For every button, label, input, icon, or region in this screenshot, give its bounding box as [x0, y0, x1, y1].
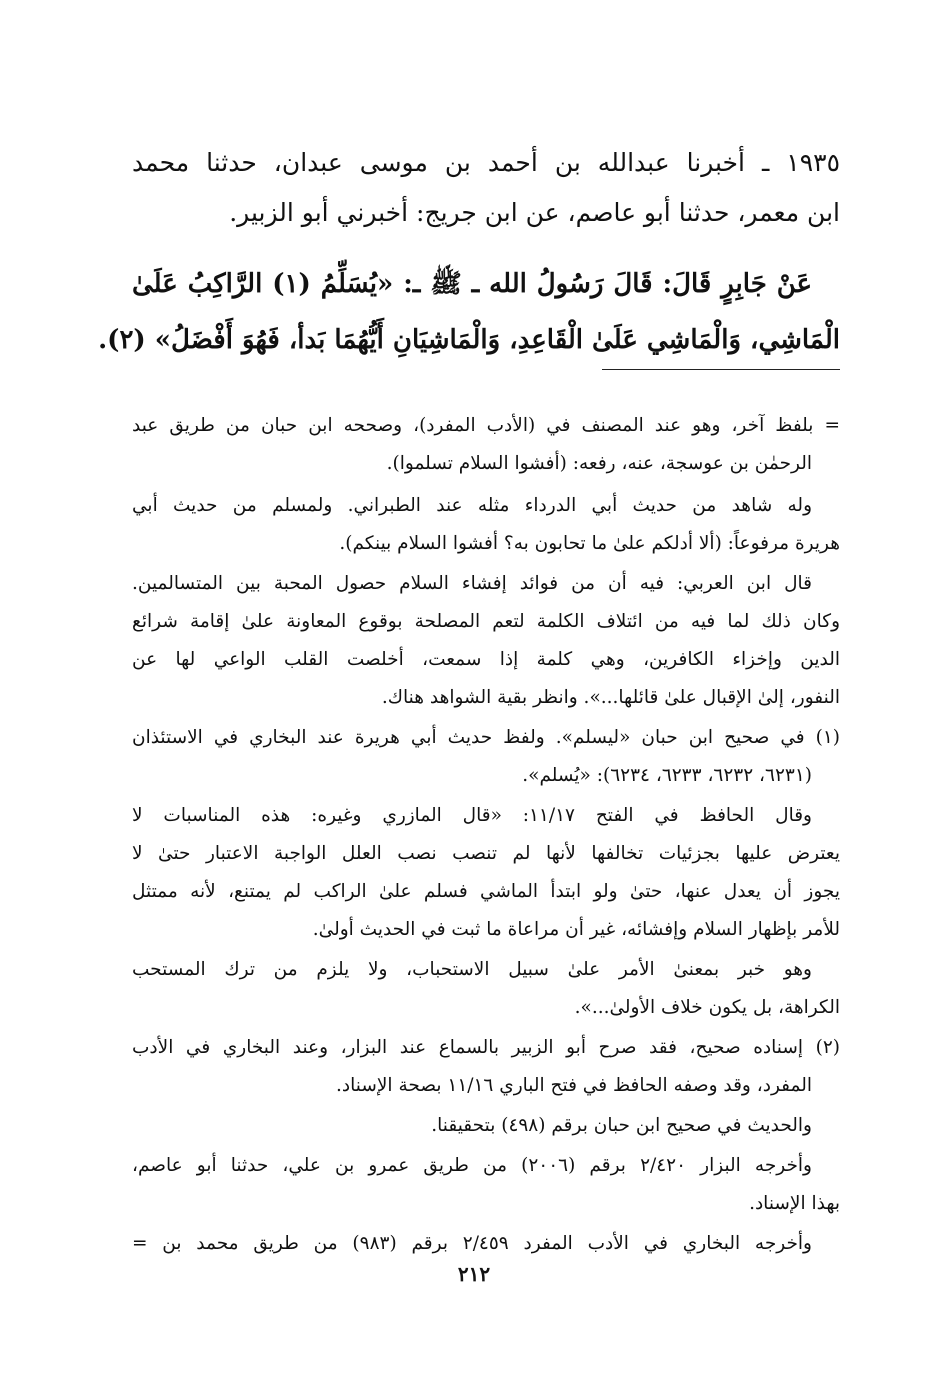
footnote-1-line: وهو خبر بمعنىٰ الأمر علىٰ سبيل الاستحباب، ولا يلزم من ترك المستحب	[132, 959, 812, 980]
page-number: ٢١٢	[457, 1262, 491, 1286]
footnote-1-line: وقال الحافظ في الفتح ١١/١٧: «قال المازري وغيره: هذه المناسبات لا	[132, 805, 812, 826]
footnote-line: الدين وإخزاء الكافرين، وهي كلمة إذا سمعت، أخلصت القلب الواعي لها عن	[132, 649, 840, 670]
footnote-1-line: يجوز أن يعدل عنها، حتىٰ ولو ابتدأ الماشي فسلم علىٰ الراكب لم يمتنع، لأنه ممتثل	[132, 881, 840, 902]
footnote-1-line: (٦٢٣١، ٦٢٣٢، ٦٢٣٣، ٦٢٣٤): «يُسلم».	[522, 765, 812, 786]
footnote-2-line: (٢) إسناده صحيح، فقد صرح أبو الزبير بالسماع عند البزار، وعند البخاري في الأدب	[132, 1037, 840, 1058]
footnote-2-line: والحديث في صحيح ابن حبان برقم (٤٩٨) بتحقيقنا.	[431, 1115, 812, 1136]
footnote-1-line: يعترض عليها بجزئيات تخالفها لأنها لم تنصب نصب العلل الواجبة الاعتبار حتىٰ لا	[132, 843, 840, 864]
hadith-line-2: الْمَاشِي، وَالْمَاشِي عَلَىٰ الْقَاعِدِ، وَالْمَاشِيَانِ أَيُّهُمَا بَدأ، فَهُوَ أَفْضَلُ» (٢).	[98, 325, 840, 355]
footnote-1-line: (١) في صحيح ابن حبان «ليسلم». ولفظ حديث أبي هريرة عند البخاري في الاستئذان	[132, 727, 840, 748]
footnote-2-line: المفرد، وقد وصفه الحافظ في فتح الباري ١١/١٦ بصحة الإسناد.	[336, 1075, 812, 1096]
footnote-line: = بلفظ آخر، وهو عند المصنف في (الأدب المفرد)، وصححه ابن حبان من طريق عبد	[132, 415, 840, 436]
footnote-line: وكان ذلك لما فيه من ائتلاف الكلمة لتعم المصلحة بوقوع المعاونة علىٰ إقامة شرائع	[132, 611, 840, 632]
footnote-line: قال ابن العربي: فيه أن من فوائد إفشاء السلام حصول المحبة بين المتسالمين.	[132, 573, 812, 594]
footnote-line: النفور، إلىٰ الإقبال علىٰ قائلها...». وانظر بقية الشواهد هناك.	[381, 687, 840, 708]
footnote-line: الرحمٰن بن عوسجة، عنه، رفعه: (أفشوا السلام تسلموا).	[386, 453, 812, 474]
footnote-2-line: وأخرجه البزار ٢/٤٢٠ برقم (٢٠٠٦) من طريق عمرو بن علي، حدثنا أبو عاصم،	[132, 1155, 812, 1176]
footnote-1-line: للأمر بإظهار السلام وإفشائه، غير أن مراعاة ما ثبت في الحديث أولىٰ.	[312, 919, 840, 940]
hadith-line-1: عَنْ جَابِرٍ قَالَ: قَالَ رَسُولُ الله ـ ﷺ ـ: «يُسَلِّمُ (١) الرَّاكِبُ عَلَىٰ	[132, 269, 812, 299]
main-text-line-1: ١٩٣٥ ـ أخبرنا عبدالله بن أحمد بن موسى عبدان، حدثنا محمد	[132, 148, 840, 177]
footnote-2-line: وأخرجه البخاري في الأدب المفرد ٢/٤٥٩ برقم (٩٨٣) من طريق محمد بن =	[132, 1233, 812, 1254]
footnote-1-line: الكراهة، بل يكون خلاف الأولىٰ...».	[574, 997, 840, 1018]
footnote-2-line: بهذا الإسناد.	[749, 1193, 840, 1214]
footnote-line: وله شاهد من حديث أبي الدرداء مثله عند الطبراني. ولمسلم من حديث أبي	[132, 495, 812, 516]
footnote-line: هريرة مرفوعاً: (ألا أدلكم علىٰ ما تحابون به؟ أفشوا السلام بينكم).	[339, 533, 840, 554]
footnote-divider	[602, 369, 840, 370]
main-text-line-2: ابن معمر، حدثنا أبو عاصم، عن ابن جريج: أخبرني أبو الزبير.	[229, 198, 840, 227]
